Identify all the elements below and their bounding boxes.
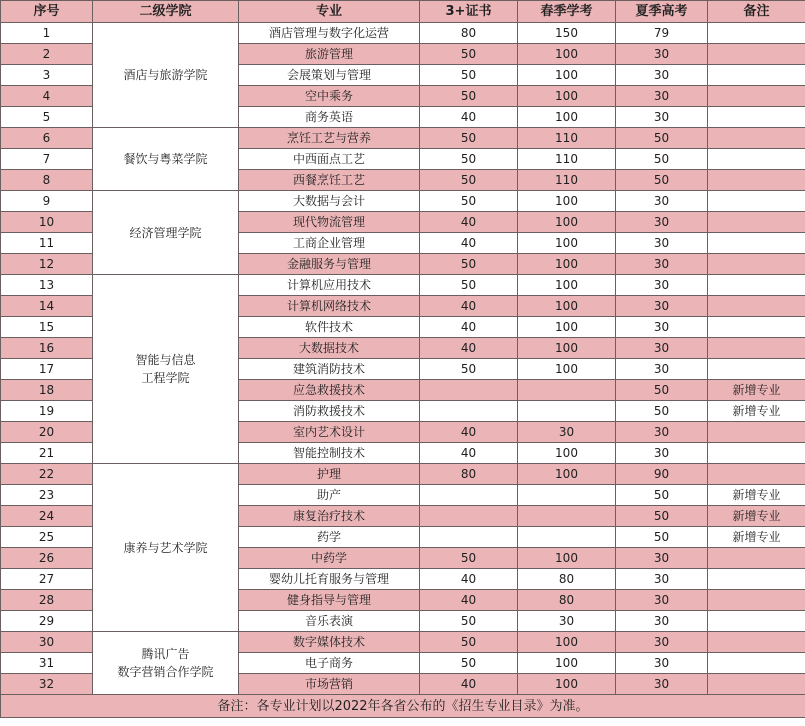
spring-quota: 100 [518,191,616,212]
remark: 新增专业 [708,380,805,401]
summer-quota: 30 [616,548,708,569]
major-name: 应急救援技术 [239,380,420,401]
college-name-text: 康养与艺术学院 [123,540,208,555]
cert-quota: 40 [420,674,518,695]
major-name: 大数据与会计 [239,191,420,212]
spring-quota: 100 [518,632,616,653]
college-name-text: 经济管理学院 [129,225,202,240]
college-name-text: 酒店与旅游学院 [123,68,208,82]
remark: 新增专业 [708,485,805,506]
summer-quota: 30 [616,422,708,443]
college-name-text: 餐饮与粤菜学院 [123,152,208,166]
major-name: 数字媒体技术 [239,632,420,653]
row-number: 27 [1,569,93,590]
summer-quota: 50 [616,527,708,548]
row-number: 4 [1,86,93,107]
header-cert: 3+证书 [420,1,518,23]
spring-quota: 110 [518,128,616,149]
spring-quota: 110 [518,149,616,170]
remark [708,464,805,485]
summer-quota: 30 [616,443,708,464]
summer-quota: 30 [616,233,708,254]
table-row [1,464,805,485]
remark [708,359,805,380]
remark [708,23,805,44]
cert-quota: 40 [420,569,518,590]
row-number: 16 [1,338,93,359]
spring-quota: 100 [518,233,616,254]
table-row [1,275,805,296]
major-name: 软件技术 [239,317,420,338]
spring-quota: 100 [518,296,616,317]
footnote-row [1,695,805,718]
remark [708,107,805,128]
cert-quota [420,527,518,548]
row-number: 20 [1,422,93,443]
spring-quota: 100 [518,443,616,464]
row-number: 15 [1,317,93,338]
row-number: 30 [1,632,93,653]
row-number: 14 [1,296,93,317]
summer-quota: 30 [616,653,708,674]
summer-quota: 30 [616,212,708,233]
table-row [1,128,805,149]
summer-quota: 50 [616,128,708,149]
remark [708,653,805,674]
remark [708,548,805,569]
cert-quota: 50 [420,44,518,65]
header-note: 备注 [708,1,805,23]
major-name: 现代物流管理 [239,212,420,233]
college-name [93,128,239,191]
spring-quota: 80 [518,590,616,611]
remark [708,296,805,317]
summer-quota: 30 [616,275,708,296]
row-number: 13 [1,275,93,296]
major-name: 酒店管理与数字化运营 [239,23,420,44]
cert-quota [420,380,518,401]
row-number: 24 [1,506,93,527]
spring-quota [518,506,616,527]
major-name: 大数据技术 [239,338,420,359]
cert-quota: 40 [420,212,518,233]
row-number: 31 [1,653,93,674]
summer-quota: 30 [616,254,708,275]
row-number: 23 [1,485,93,506]
major-name: 电子商务 [239,653,420,674]
college-name [93,464,239,632]
major-name: 会展策划与管理 [239,65,420,86]
remark [708,317,805,338]
remark [708,128,805,149]
spring-quota: 100 [518,275,616,296]
row-number: 9 [1,191,93,212]
header-major: 专业 [239,1,420,23]
spring-quota [518,485,616,506]
cert-quota: 50 [420,128,518,149]
remark [708,632,805,653]
major-name: 音乐表演 [239,611,420,632]
row-number: 8 [1,170,93,191]
remark [708,191,805,212]
cert-quota: 50 [420,65,518,86]
summer-quota: 79 [616,23,708,44]
spring-quota: 30 [518,422,616,443]
table-row [1,632,805,653]
remark [708,149,805,170]
summer-quota: 30 [616,569,708,590]
header-no: 序号 [1,1,93,23]
college-name-text: 腾讯广告 数字营销合作学院 [117,647,214,679]
major-name: 市场营销 [239,674,420,695]
college-name-text: 智能与信息 工程学院 [135,353,196,385]
spring-quota [518,380,616,401]
remark [708,590,805,611]
table-row [1,23,805,44]
remark [708,611,805,632]
major-name: 消防救援技术 [239,401,420,422]
spring-quota: 100 [518,212,616,233]
remark [708,44,805,65]
summer-quota: 50 [616,149,708,170]
row-number: 17 [1,359,93,380]
cert-quota: 50 [420,632,518,653]
summer-quota: 30 [616,632,708,653]
major-name: 健身指导与管理 [239,590,420,611]
spring-quota: 100 [518,317,616,338]
spring-quota: 100 [518,86,616,107]
summer-quota: 30 [616,44,708,65]
college-name [93,191,239,275]
row-number: 11 [1,233,93,254]
summer-quota: 30 [616,674,708,695]
spring-quota: 100 [518,548,616,569]
header-spring: 春季学考 [518,1,616,23]
major-name: 护理 [239,464,420,485]
major-name: 空中乘务 [239,86,420,107]
remark [708,338,805,359]
cert-quota [420,506,518,527]
row-number: 25 [1,527,93,548]
cert-quota: 40 [420,443,518,464]
college-name [93,23,239,128]
remark [708,254,805,275]
cert-quota [420,401,518,422]
summer-quota: 30 [616,86,708,107]
spring-quota: 100 [518,107,616,128]
summer-quota: 30 [616,359,708,380]
remark [708,443,805,464]
spring-quota: 100 [518,653,616,674]
cert-quota: 50 [420,275,518,296]
cert-quota: 40 [420,107,518,128]
major-name: 助产 [239,485,420,506]
major-name: 中药学 [239,548,420,569]
spring-quota [518,527,616,548]
cert-quota: 80 [420,464,518,485]
spring-quota: 30 [518,611,616,632]
cert-quota: 40 [420,233,518,254]
major-name: 建筑消防技术 [239,359,420,380]
spring-quota [518,401,616,422]
cert-quota: 80 [420,23,518,44]
cert-quota: 50 [420,170,518,191]
table-row [1,191,805,212]
row-number: 7 [1,149,93,170]
header-row [1,1,805,23]
cert-quota: 50 [420,548,518,569]
cert-quota: 50 [420,653,518,674]
cert-quota: 50 [420,86,518,107]
summer-quota: 30 [616,65,708,86]
remark [708,275,805,296]
row-number: 6 [1,128,93,149]
row-number: 18 [1,380,93,401]
row-number: 22 [1,464,93,485]
summer-quota: 30 [616,191,708,212]
remark [708,422,805,443]
header-summer: 夏季高考 [616,1,708,23]
summer-quota: 30 [616,296,708,317]
major-name: 康复治疗技术 [239,506,420,527]
cert-quota: 50 [420,254,518,275]
row-number: 1 [1,23,93,44]
spring-quota: 100 [518,464,616,485]
summer-quota: 50 [616,506,708,527]
header-college: 二级学院 [93,1,239,23]
remark [708,212,805,233]
remark: 新增专业 [708,401,805,422]
summer-quota: 30 [616,590,708,611]
major-name: 金融服务与管理 [239,254,420,275]
remark [708,65,805,86]
spring-quota: 100 [518,338,616,359]
row-number: 29 [1,611,93,632]
summer-quota: 90 [616,464,708,485]
spring-quota: 100 [518,674,616,695]
remark [708,170,805,191]
row-number: 19 [1,401,93,422]
row-number: 32 [1,674,93,695]
remark [708,86,805,107]
row-number: 21 [1,443,93,464]
cert-quota: 40 [420,338,518,359]
spring-quota: 110 [518,170,616,191]
spring-quota: 100 [518,65,616,86]
cert-quota: 50 [420,611,518,632]
remark: 新增专业 [708,527,805,548]
summer-quota: 30 [616,611,708,632]
cert-quota: 40 [420,422,518,443]
major-name: 工商企业管理 [239,233,420,254]
cert-quota: 40 [420,590,518,611]
row-number: 5 [1,107,93,128]
cert-quota: 40 [420,317,518,338]
remark [708,674,805,695]
major-name: 商务英语 [239,107,420,128]
major-name: 婴幼儿托育服务与管理 [239,569,420,590]
college-name [93,632,239,695]
row-number: 26 [1,548,93,569]
cert-quota: 50 [420,191,518,212]
row-number: 2 [1,44,93,65]
major-name: 中西面点工艺 [239,149,420,170]
table-body [1,23,805,695]
summer-quota: 50 [616,401,708,422]
cert-quota: 40 [420,296,518,317]
major-name: 室内艺术设计 [239,422,420,443]
row-number: 28 [1,590,93,611]
spring-quota: 80 [518,569,616,590]
remark: 新增专业 [708,506,805,527]
summer-quota: 50 [616,380,708,401]
spring-quota: 100 [518,44,616,65]
major-name: 计算机网络技术 [239,296,420,317]
cert-quota: 50 [420,359,518,380]
summer-quota: 50 [616,485,708,506]
row-number: 10 [1,212,93,233]
row-number: 12 [1,254,93,275]
major-name: 西餐烹饪工艺 [239,170,420,191]
major-name: 药学 [239,527,420,548]
major-name: 旅游管理 [239,44,420,65]
spring-quota: 100 [518,359,616,380]
summer-quota: 30 [616,107,708,128]
major-name: 智能控制技术 [239,443,420,464]
cert-quota [420,485,518,506]
spring-quota: 100 [518,254,616,275]
remark [708,569,805,590]
summer-quota: 50 [616,170,708,191]
remark [708,233,805,254]
footnote: 备注：各专业计划以2022年各省公布的《招生专业目录》为准。 [1,695,805,718]
spring-quota: 150 [518,23,616,44]
major-name: 烹饪工艺与营养 [239,128,420,149]
summer-quota: 30 [616,338,708,359]
major-name: 计算机应用技术 [239,275,420,296]
summer-quota: 30 [616,317,708,338]
cert-quota: 50 [420,149,518,170]
row-number: 3 [1,65,93,86]
college-name [93,275,239,464]
